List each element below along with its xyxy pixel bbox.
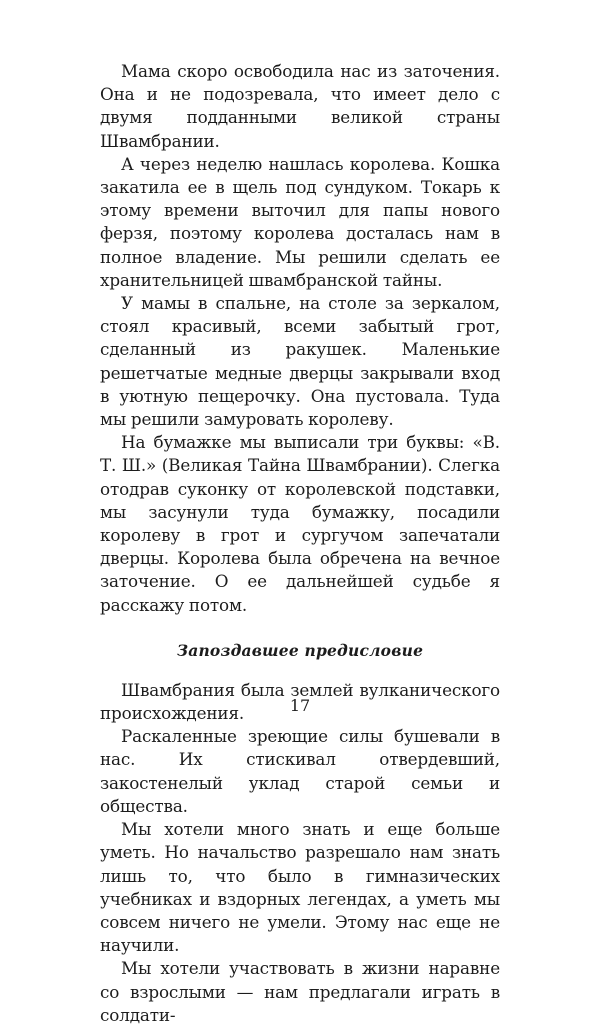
page-number: 17 [289, 696, 311, 715]
paragraph: Раскаленные зреющие силы бушевали в нас. Их стискивал отвердевший, закостенелый уклад старой семьи и общества. [100, 726, 500, 816]
paragraph: А через неделю нашлась королева. Кошка закатила ее в щель под сундуком. Токарь к этому времени выточил для папы нового ферзя, поэтому королева досталась нам в полное владение. Мы решили сделать ее хранительницей швамбранской тайны. [100, 153, 500, 290]
book-page [100, 54, 500, 1027]
paragraph: Мы хотели участвовать в жизни наравне со взрослыми — нам предлагали играть в солдати- [100, 958, 500, 1025]
paragraph: У мамы в спальне, на столе за зеркалом, стоял красивый, всеми забытый грот, сделанный из ракушек. Маленькие решетчатые медные дверцы закрывали вход в уютную пещерочку. Она пустовала. Туда мы решили замуровать королеву. [100, 293, 500, 430]
paragraph: На бумажке мы выписали три буквы: «В. Т. Ш.» (Великая Тайна Швамбрании). Слегка отодрав суконку от королевской подставки, мы засунули туда бумажку, посадили королеву в грот и сургучом запечатали дверцы. Королева была обречена на вечное заточение. О ее дальнейшей судьбе я расскажу потом. [100, 432, 500, 615]
chapter-text [100, 60, 500, 617]
section-text [100, 679, 500, 1027]
paragraph: Швамбрания была землей вулканического происхождения. [100, 679, 500, 724]
paragraph: Мама скоро освободила нас из заточения. Она и не подозревала, что имеет дело с двумя подданными великой страны Швамбрании. [100, 61, 500, 151]
paragraph: Мы хотели много знать и еще больше уметь. Но начальство разрешало нам знать лишь то, что было в гимназических учебниках и вздорных легендах, а уметь мы совсем ничего не умели. Этому нас еще не научили. [100, 819, 500, 956]
section-heading: Запоздавшее предисловие [176, 640, 424, 660]
